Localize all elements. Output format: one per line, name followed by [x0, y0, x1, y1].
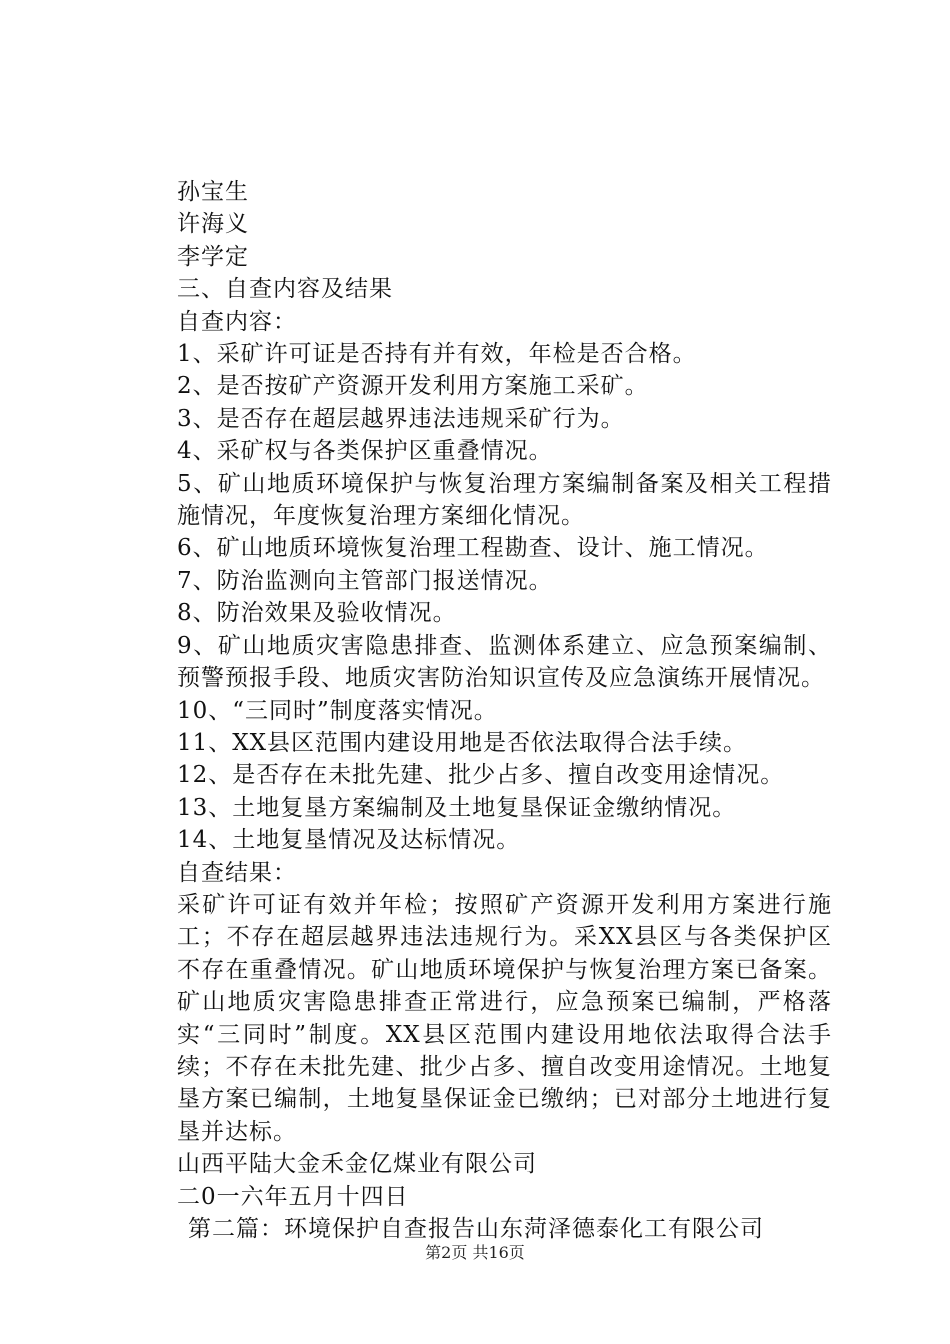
check-item: 12、是否存在未批先建、批少占多、擅自改变用途情况。	[177, 762, 785, 789]
check-item: 10、“三同时”制度落实情况。	[177, 697, 498, 724]
next-section-title: 第二篇：环境保护自查报告山东菏泽德泰化工有限公司	[188, 1216, 764, 1242]
check-item: 4、采矿权与各类保护区重叠情况。	[177, 438, 553, 465]
check-item: 9、矿山地质灾害隐患排查、监测体系建立、应急预案编制、预警预报手段、地质灾害防治知识宣传及应急演练开展情况。	[177, 632, 832, 692]
content-label: 自查内容：	[177, 308, 297, 335]
result-paragraph: 采矿许可证有效并年检；按照矿产资源开发利用方案进行施工；不存在超层越界违法违规行为。采XX县区与各类保护区不存在重叠情况。矿山地质环境保护与恢复治理方案已备案。矿山地质灾害隐患排查正常进行，应急预案已编制，严格落实“三同时”制度。XX县区范围内建设用地依法取得合法手续；不存在未批先建、批少占多、擅自改变用途情况。土地复垦方案已编制，土地复垦保证金已缴纳；已对部分土地进行复垦并达标。	[177, 891, 832, 1145]
name-line: 许海义	[177, 211, 249, 238]
check-item: 6、矿山地质环境恢复治理工程勘查、设计、施工情况。	[177, 535, 769, 562]
document-body	[130, 176, 832, 1245]
check-item: 11、XX县区范围内建设用地是否依法取得合法手续。	[177, 729, 748, 756]
section-heading: 三、自查内容及结果	[177, 276, 393, 303]
result-label: 自查结果：	[177, 859, 297, 886]
check-item: 1、采矿许可证是否持有并有效，年检是否合格。	[177, 341, 697, 368]
check-item: 14、土地复垦情况及达标情况。	[177, 827, 521, 854]
company-name: 山西平陆大金禾金亿煤业有限公司	[177, 1151, 537, 1178]
report-date: 二0一六年五月十四日	[177, 1183, 409, 1210]
check-item: 13、土地复垦方案编制及土地复垦保证金缴纳情况。	[177, 794, 737, 821]
check-item: 2、是否按矿产资源开发利用方案施工采矿。	[177, 373, 649, 400]
page-footer: 第2页 共16页	[425, 1243, 525, 1262]
name-line: 李学定	[177, 243, 249, 270]
check-item: 3、是否存在超层越界违法违规采矿行为。	[177, 405, 625, 432]
check-item: 5、矿山地质环境保护与恢复治理方案编制备案及相关工程措施情况，年度恢复治理方案细化情况。	[177, 470, 832, 530]
check-item: 8、防治效果及验收情况。	[177, 600, 457, 627]
check-item: 7、防治监测向主管部门报送情况。	[177, 567, 553, 594]
name-line: 孙宝生	[177, 179, 249, 205]
